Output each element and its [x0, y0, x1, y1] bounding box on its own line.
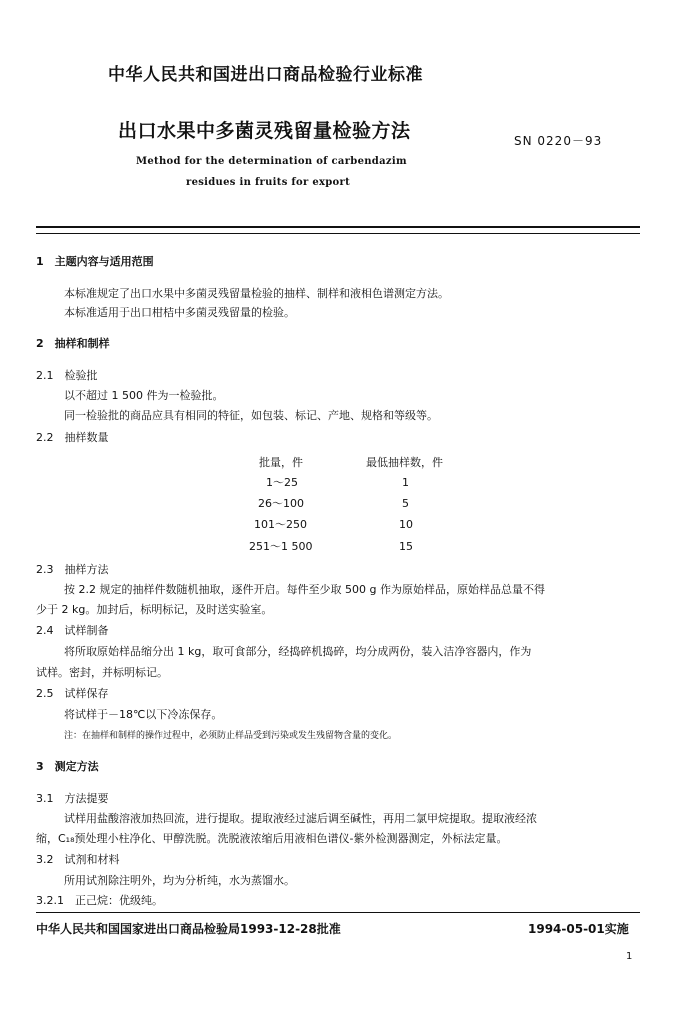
- section-1-heading: 1 主题内容与适用范围: [36, 255, 154, 268]
- section-2-1-heading: 2.1 检验批: [36, 369, 98, 382]
- table-cell-batch: 1～25: [266, 476, 298, 489]
- section-3-2-paragraph: 所用试剂除注明外，均为分析纯，水为蒸馏水。: [64, 874, 295, 887]
- section-3-1-paragraph-line-2: 缩，C₁₈预处理小柱净化、甲醇洗脱。洗脱液浓缩后用液相色谱仪-紫外检测器测定，外标法定量。: [36, 832, 508, 845]
- implementation-date: 1994-05-01实施: [528, 922, 629, 936]
- section-2-3-paragraph-line-1: 按 2.2 规定的抽样件数随机抽取，逐件开启。每件至少取 500 g 作为原始样品，原始样品总量不得: [64, 583, 545, 596]
- section-2-5-note: 注：在抽样和制样的操作过程中，必须防止样品受到污染或发生残留物含量的变化。: [64, 731, 398, 741]
- section-3-heading: 3 测定方法: [36, 760, 99, 773]
- section-2-3-paragraph-line-2: 少于 2 kg。加封后，标明标记，及时送实验室。: [36, 603, 273, 616]
- document-title: 出口水果中多菌灵残留量检验方法: [118, 120, 411, 142]
- header-rule-thin: [36, 233, 640, 234]
- table-cell-samples: 1: [402, 476, 409, 489]
- footer-rule: [36, 912, 640, 913]
- table-cell-batch: 251～1 500: [249, 540, 313, 553]
- section-3-1-heading: 3.1 方法提要: [36, 792, 109, 805]
- section-2-2-heading: 2.2 抽样数量: [36, 431, 109, 444]
- section-3-2-heading: 3.2 试剂和材料: [36, 853, 120, 866]
- table-cell-batch: 26～100: [258, 497, 304, 510]
- section-2-5-paragraph: 将试样于－18℃以下冷冻保存。: [64, 708, 223, 721]
- section-3-1-paragraph-line-1: 试样用盐酸溶液加热回流，进行提取。提取液经过滤后调至碱性，再用二氯甲烷提取。提取液经浓: [64, 812, 537, 825]
- standard-number: SN 0220－93: [514, 134, 603, 148]
- table-header-min-samples: 最低抽样数，件: [366, 456, 443, 469]
- english-title-line-1: Method for the determination of carbendazim: [136, 156, 407, 167]
- english-title-line-2: residues in fruits for export: [186, 177, 351, 188]
- section-2-1-paragraph-1: 以不超过 1 500 件为一检验批。: [64, 389, 224, 402]
- table-cell-samples: 10: [399, 518, 413, 531]
- section-2-4-paragraph-line-2: 试样。密封，并标明标记。: [36, 666, 168, 679]
- section-1-paragraph-2: 本标准适用于出口柑桔中多菌灵残留量的检验。: [64, 306, 295, 319]
- approval-line: 中华人民共和国国家进出口商品检验局1993-12-28批准: [36, 922, 341, 936]
- section-2-4-heading: 2.4 试样制备: [36, 624, 109, 637]
- table-header-batch: 批量，件: [259, 456, 303, 469]
- section-1-paragraph-1: 本标准规定了出口水果中多菌灵残留量检验的抽样、制样和液相色谱测定方法。: [64, 287, 449, 300]
- issuing-organization: 中华人民共和国进出口商品检验行业标准: [108, 65, 423, 85]
- header-rule-thick: [36, 226, 640, 228]
- section-2-5-heading: 2.5 试样保存: [36, 687, 109, 700]
- section-2-1-paragraph-2: 同一检验批的商品应具有相同的特征，如包装、标记、产地、规格和等级等。: [64, 409, 438, 422]
- section-2-4-paragraph-line-1: 将所取原始样品缩分出 1 kg，取可食部分，经捣碎机捣碎，均分成两份，装入洁净容器内，作为: [64, 645, 532, 658]
- table-cell-samples: 5: [402, 497, 409, 510]
- table-cell-batch: 101～250: [254, 518, 307, 531]
- section-2-3-heading: 2.3 抽样方法: [36, 563, 109, 576]
- page-number: 1: [626, 951, 633, 962]
- section-3-2-1-item: 3.2.1 正己烷：优级纯。: [36, 894, 163, 907]
- table-cell-samples: 15: [399, 540, 413, 553]
- section-2-heading: 2 抽样和制样: [36, 337, 110, 350]
